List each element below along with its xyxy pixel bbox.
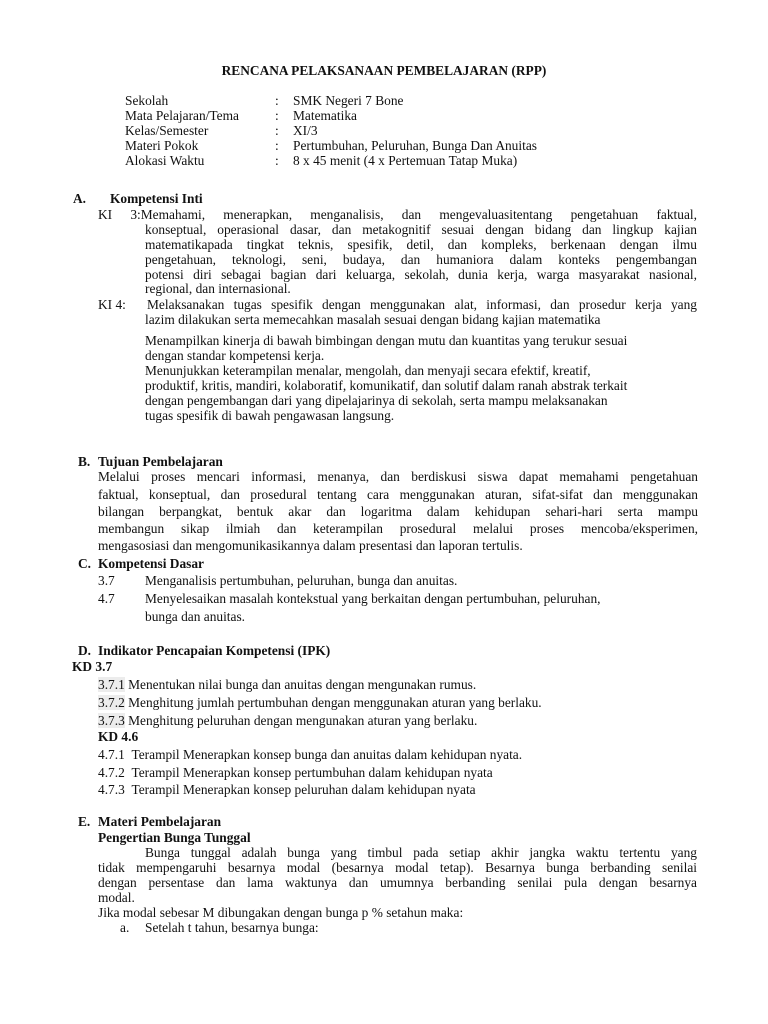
identity-colon: : bbox=[275, 93, 279, 108]
section-heading: Kompetensi Dasar bbox=[98, 556, 205, 571]
ipk-item bbox=[98, 677, 476, 692]
identity-row-topic bbox=[125, 138, 685, 153]
kd-number: 4.7 bbox=[98, 591, 115, 606]
formula-intro: Jika modal sebesar M dibungakan dengan bunga p % setahun maka: bbox=[98, 905, 464, 920]
list-item-text: Setelah t tahun, besarnya bunga: bbox=[145, 920, 319, 935]
section-letter: C. bbox=[78, 556, 92, 571]
ki4-extra-line: Menunjukkan keterampilan menalar, mengolah, dan menyaji secara efektif, kreatif, bbox=[145, 363, 591, 378]
identity-row-class bbox=[125, 123, 685, 138]
ki4-extra-line: Menampilkan kinerja di bawah bimbingan dengan mutu dan kuantitas yang terukur sesuai bbox=[145, 333, 628, 348]
section-heading: Tujuan Pembelajaran bbox=[98, 454, 223, 469]
identity-row-time bbox=[125, 153, 685, 168]
ipk-number: 3.7.2 bbox=[98, 695, 125, 710]
paragraph-line: mengasosiasi dan mengomunikasikannya dalam presentasi dan laporan tertulis. bbox=[98, 538, 523, 553]
section-heading: Kompetensi Inti bbox=[110, 191, 203, 206]
identity-value: SMK Negeri 7 Bone bbox=[293, 93, 404, 108]
section-heading: Materi Pembelajaran bbox=[98, 814, 222, 829]
list-marker: a. bbox=[120, 920, 130, 935]
ipk-item bbox=[98, 765, 493, 780]
ipk-text: Menghitung jumlah pertumbuhan dengan menggunakan aturan yang berlaku. bbox=[128, 695, 542, 710]
identity-label: Kelas/Semester bbox=[125, 123, 209, 138]
ipk-item bbox=[98, 713, 477, 728]
ipk-text: Terampil Menerapkan konsep bunga dan anuitas dalam kehidupan nyata. bbox=[131, 747, 523, 762]
identity-value: 8 x 45 menit (4 x Pertemuan Tatap Muka) bbox=[293, 153, 518, 168]
ki4-line: Melaksanakan tugas spesifik dengan menggunakan alat, informasi, dan prosedur kerja yang bbox=[147, 297, 697, 312]
ipk-item bbox=[98, 747, 522, 762]
ki4-extra-line: tugas spesifik di bawah pengawasan langsung. bbox=[145, 408, 395, 423]
ipk-text: Menentukan nilai bunga dan anuitas dengan mengunakan rumus. bbox=[128, 677, 477, 692]
identity-label: Sekolah bbox=[125, 93, 169, 108]
kd-number: 3.7 bbox=[98, 573, 115, 588]
ki3-line: KI 3:Memahami, menerapkan, menganalisis, dan mengevaluasitentang pengetahuan faktual, bbox=[98, 207, 697, 222]
ipk-text: Terampil Menerapkan konsep pertumbuhan dalam kehidupan nyata bbox=[131, 765, 493, 780]
ki4-extra-line: produktif, kritis, mandiri, kolaboratif, komunikatif, dan solutif dalam ranah abstrak terkait bbox=[145, 378, 628, 393]
ipk-item bbox=[98, 695, 542, 710]
ki3-line: pengetahuan, teknologi, seni, budaya, dan humaniora dalam konteks pengembangan bbox=[145, 252, 697, 267]
ki3-line: konseptual, operasional dasar, dan metakognitif sesuai dengan bidang dan lingkup kajian bbox=[145, 222, 697, 237]
kd-text: Menganalisis pertumbuhan, peluruhan, bunga dan anuitas. bbox=[145, 573, 458, 588]
section-letter: D. bbox=[78, 643, 92, 658]
section-letter: B. bbox=[78, 454, 91, 469]
paragraph-line: bilangan berpangkat, bentuk akar dan logaritma dalam kehidupan sehari-hari serta mampu bbox=[98, 504, 698, 519]
ki4-extra-line: dengan standar kompetensi kerja. bbox=[145, 348, 325, 363]
paragraph-line: tidak mempengaruhi besarnya modal (besarnya modal tetap). Besarnya bunga berbanding senilai bbox=[98, 860, 697, 875]
ki3-line: potensi diri sebagai bagian dari keluarga, sekolah, dunia kerja, warga masyarakat nasional, bbox=[145, 267, 697, 282]
ipk-text: Menghitung peluruhan dengan mengunakan aturan yang berlaku. bbox=[128, 713, 478, 728]
paragraph-line: Melalui proses mencari informasi, menanya, dan berdiskusi siswa dapat memahami pengetahuan bbox=[98, 469, 698, 484]
ipk-number: 3.7.1 bbox=[98, 677, 125, 692]
identity-value: Matematika bbox=[293, 108, 357, 123]
ki4-extra-line: dengan pengembangan dari yang dipelajarinya di sekolah, serta mampu melaksanakan bbox=[145, 393, 608, 408]
kd-heading: KD 3.7 bbox=[72, 659, 113, 674]
identity-value: XI/3 bbox=[293, 123, 318, 138]
ipk-text: Terampil Menerapkan konsep peluruhan dalam kehidupan nyata bbox=[131, 782, 476, 797]
identity-colon: : bbox=[275, 123, 279, 138]
kd-text: bunga dan anuitas. bbox=[145, 609, 246, 624]
ipk-item bbox=[98, 782, 476, 797]
paragraph-line: modal. bbox=[98, 890, 135, 905]
paragraph-line: Bunga tunggal adalah bunga yang timbul pada setiap akhir jangka waktu tertentu yang bbox=[145, 845, 697, 860]
identity-row-school bbox=[125, 93, 685, 108]
section-letter: E. bbox=[78, 814, 91, 829]
identity-label: Mata Pelajaran/Tema bbox=[125, 108, 239, 123]
identity-value: Pertumbuhan, Peluruhan, Bunga Dan Anuitas bbox=[293, 138, 537, 153]
ipk-number: 4.7.1 bbox=[98, 747, 125, 762]
kd-text: Menyelesaikan masalah kontekstual yang berkaitan dengan pertumbuhan, peluruhan, bbox=[145, 591, 601, 606]
identity-row-subject bbox=[125, 108, 685, 123]
section-letter: A. bbox=[73, 191, 87, 206]
paragraph-line: faktual, konseptual, dan prosedural tentang cara menggunakan aturan, sifat-sifat dan menggunakan bbox=[98, 487, 698, 502]
section-heading: Indikator Pencapaian Kompetensi (IPK) bbox=[98, 643, 331, 658]
identity-colon: : bbox=[275, 108, 279, 123]
identity-label: Materi Pokok bbox=[125, 138, 199, 153]
page-title: RENCANA PELAKSANAAN PEMBELAJARAN (RPP) bbox=[221, 63, 547, 78]
ki3-line: matematikapada tingkat teknis, spesifik, detil, dan kompleks, berkenaan dengan ilmu bbox=[145, 237, 697, 252]
identity-label: Alokasi Waktu bbox=[125, 153, 205, 168]
subheading: Pengertian Bunga Tunggal bbox=[98, 830, 251, 845]
ipk-number: 4.7.2 bbox=[98, 765, 125, 780]
identity-colon: : bbox=[275, 138, 279, 153]
ki3-line: regional, dan internasional. bbox=[145, 281, 291, 296]
kd-heading: KD 4.6 bbox=[98, 729, 139, 744]
paragraph-line: membangun sikap ilmiah dan keterampilan prosedural melalui proses mencoba/eksperimen, bbox=[98, 521, 698, 536]
ki4-line: lazim dilakukan serta memecahkan masalah sesuai dengan bidang kajian matematika bbox=[145, 312, 601, 327]
ipk-number: 4.7.3 bbox=[98, 782, 125, 797]
ipk-number: 3.7.3 bbox=[98, 713, 125, 728]
paragraph-line: dengan persentase dan lama waktunya dan umumnya berbanding senilai pula dengan besarnya bbox=[98, 875, 697, 890]
identity-colon: : bbox=[275, 153, 279, 168]
ki4-label: KI 4: bbox=[98, 297, 126, 312]
